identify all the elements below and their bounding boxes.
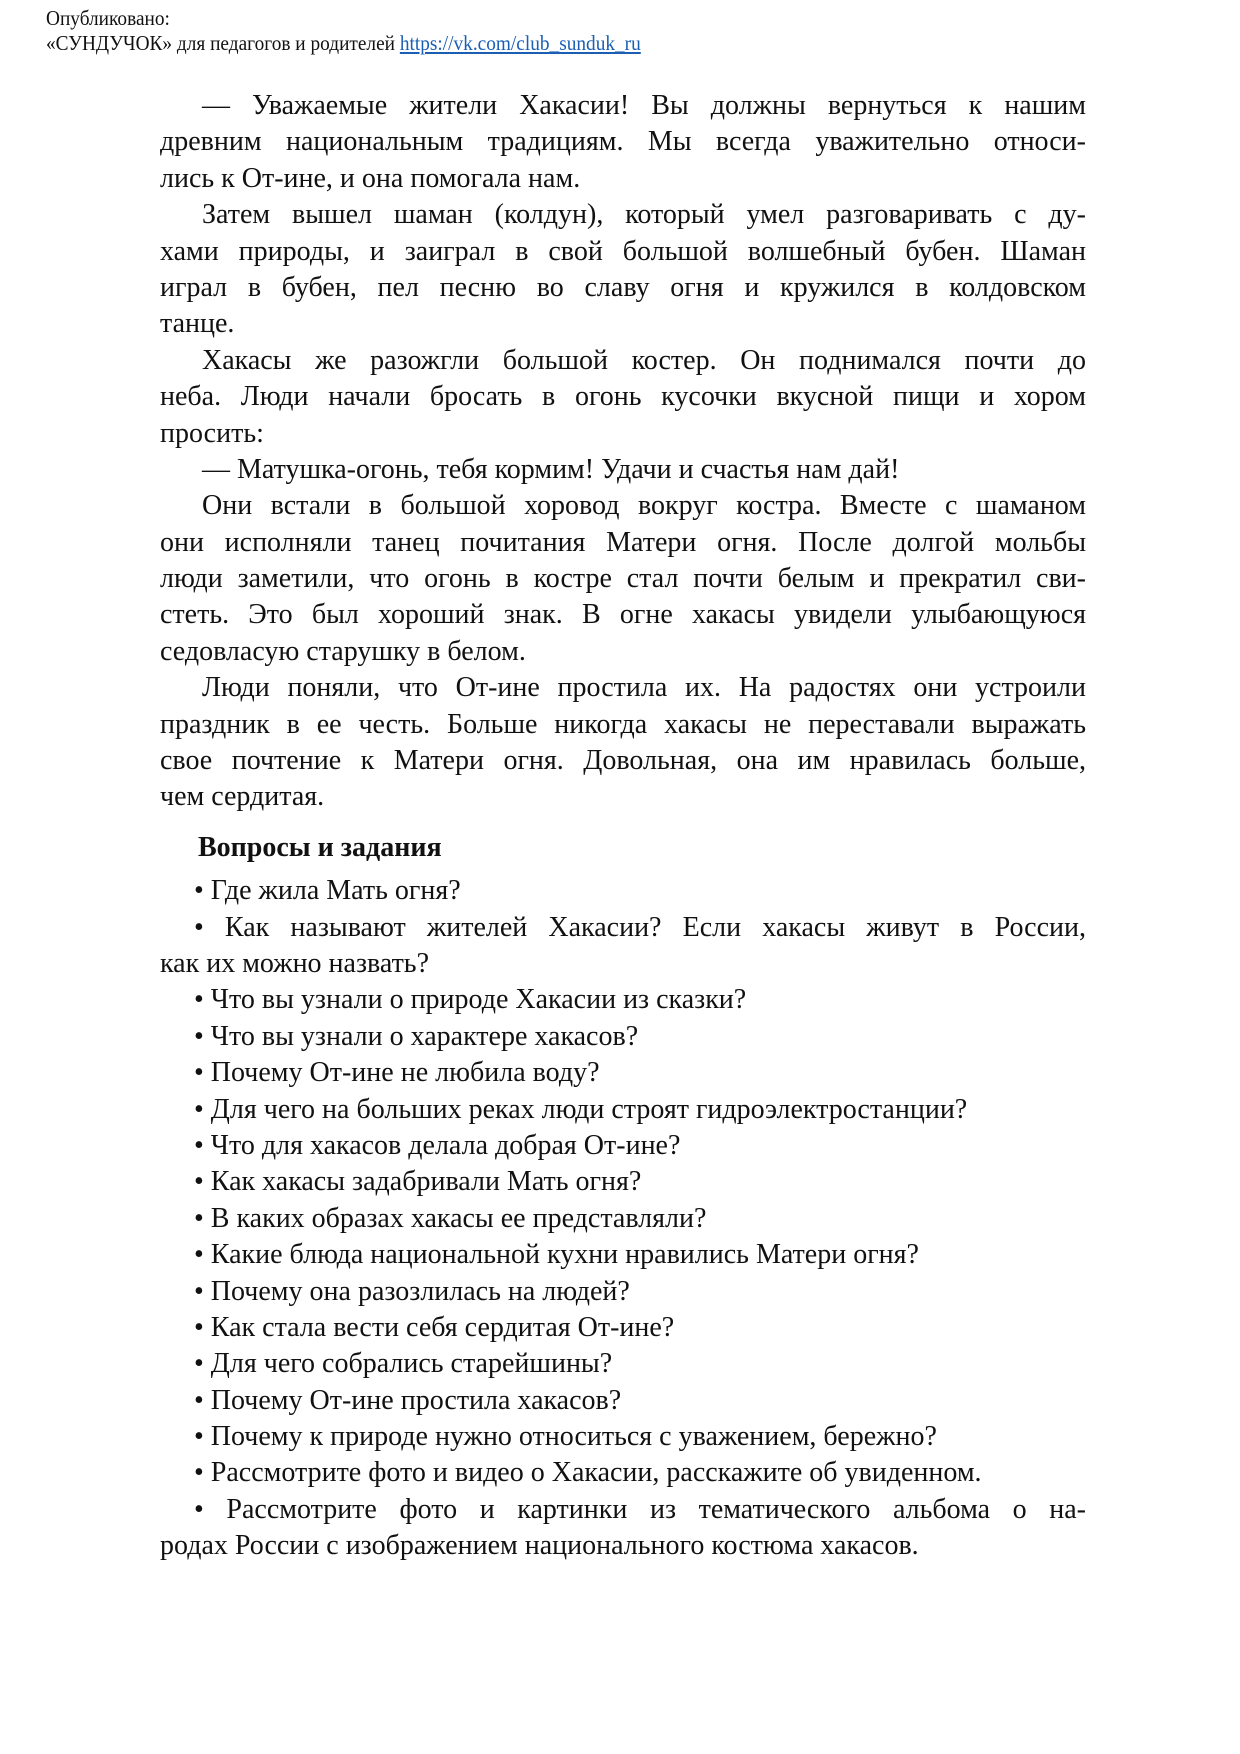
- text-line: • Рассмотрите фото и картинки из тематического альбома о на-: [194, 1493, 1086, 1525]
- text-line: — Матушка-огонь, тебя кормим! Удачи и счастья нам дай!: [202, 453, 900, 485]
- question-item: [160, 1092, 1086, 1128]
- question-item: [160, 1164, 1086, 1200]
- publication-header: [46, 6, 641, 56]
- document-body: [160, 88, 1086, 1565]
- text-line: • Что для хакасов делала добрая От-ине?: [194, 1129, 681, 1161]
- text-line: • Как хакасы задабривали Мать огня?: [194, 1166, 642, 1198]
- questions-list: [160, 873, 1086, 1564]
- paragraph: [160, 88, 1086, 197]
- question-item: [160, 982, 1086, 1018]
- source-line: [46, 31, 641, 56]
- question-item: [160, 1455, 1086, 1491]
- text-line: хами природы, и заиграл в свой большой волшебный бубен. Шаман: [160, 235, 1086, 267]
- question-item: [160, 1128, 1086, 1164]
- question-item: [160, 1492, 1086, 1565]
- question-item: [160, 1346, 1086, 1382]
- text-line: • Для чего на больших реках люди строят гидроэлектростанции?: [194, 1093, 968, 1125]
- text-line: родах России с изображением национального костюма хакасов.: [160, 1530, 919, 1562]
- text-line: • Для чего собрались старейшины?: [194, 1348, 613, 1380]
- text-line: седовласую старушку в белом.: [160, 635, 526, 667]
- questions-heading: Вопросы и задания: [198, 831, 442, 863]
- text-line: • Почему она разозлилась на людей?: [194, 1275, 630, 1307]
- paragraph: [160, 343, 1086, 452]
- question-item: [160, 1419, 1086, 1455]
- question-item: [160, 1310, 1086, 1346]
- text-line: танце.: [160, 308, 235, 340]
- text-line: люди заметили, что огонь в костре стал почти белым и прекратил сви-: [160, 563, 1086, 595]
- text-line: Затем вышел шаман (колдун), который умел разговаривать с ду-: [202, 199, 1086, 231]
- question-item: [160, 1201, 1086, 1237]
- text-line: они исполняли танец почитания Матери огня. После долгой мольбы: [160, 526, 1086, 558]
- text-line: • Рассмотрите фото и видео о Хакасии, расскажите об увиденном.: [194, 1457, 982, 1489]
- question-item: [160, 1019, 1086, 1055]
- text-line: лись к От-ине, и она помогала нам.: [160, 162, 581, 194]
- text-line: просить:: [160, 417, 264, 449]
- paragraph: [160, 197, 1086, 343]
- text-line: играл в бубен, пел песню во славу огня и кружился в колдовском: [160, 271, 1086, 303]
- text-line: • Что вы узнали о природе Хакасии из сказки?: [194, 984, 747, 1016]
- text-line: — Уважаемые жители Хакасии! Вы должны вернуться к нашим: [202, 90, 1086, 121]
- source-text: «СУНДУЧОК» для педагогов и родителей: [46, 31, 400, 55]
- question-item: [160, 1055, 1086, 1091]
- question-item: [160, 910, 1086, 983]
- text-line: неба. Люди начали бросать в огонь кусочки вкусной пищи и хором: [160, 381, 1086, 413]
- story-text: [160, 88, 1086, 816]
- text-line: Люди поняли, что От-ине простила их. На радостях они устроили: [202, 672, 1086, 704]
- paragraph: [160, 488, 1086, 670]
- text-line: • Почему От-ине простила хакасов?: [194, 1384, 622, 1416]
- question-item: [160, 873, 1086, 909]
- text-line: • В каких образах хакасы ее представляли?: [194, 1202, 707, 1234]
- paragraph: [160, 452, 1086, 488]
- text-line: • Где жила Мать огня?: [194, 875, 461, 907]
- question-item: [160, 1383, 1086, 1419]
- text-line: • Почему От-ине не любила воду?: [194, 1057, 600, 1089]
- text-line: как их можно назвать?: [160, 947, 430, 979]
- text-line: Хакасы же разожгли большой костер. Он поднимался почти до: [202, 344, 1086, 376]
- text-line: чем сердитая.: [160, 781, 325, 813]
- question-item: [160, 1237, 1086, 1273]
- text-line: свое почтение к Матери огня. Довольная, она им нравилась больше,: [160, 745, 1086, 777]
- text-line: праздник в ее честь. Больше никогда хакасы не переставали выражать: [160, 708, 1086, 740]
- text-line: древним национальным традициям. Мы всегда уважительно относи-: [160, 126, 1086, 158]
- text-line: • Какие блюда национальной кухни нравились Матери огня?: [194, 1239, 919, 1271]
- text-line: • Как стала вести себя сердитая От-ине?: [194, 1311, 675, 1343]
- text-line: • Что вы узнали о характере хакасов?: [194, 1020, 639, 1052]
- text-line: • Почему к природе нужно относиться с уважением, бережно?: [194, 1421, 937, 1453]
- text-line: Они встали в большой хоровод вокруг костра. Вместе с шаманом: [202, 490, 1086, 522]
- source-link[interactable]: https://vk.com/club_sunduk_ru: [399, 31, 641, 55]
- text-line: стеть. Это был хороший знак. В огне хакасы увидели улыбающуюся: [160, 599, 1086, 631]
- text-line: • Как называют жителей Хакасии? Если хакасы живут в России,: [194, 911, 1086, 943]
- question-item: [160, 1274, 1086, 1310]
- paragraph: [160, 670, 1086, 816]
- published-label: Опубликовано:: [46, 6, 170, 30]
